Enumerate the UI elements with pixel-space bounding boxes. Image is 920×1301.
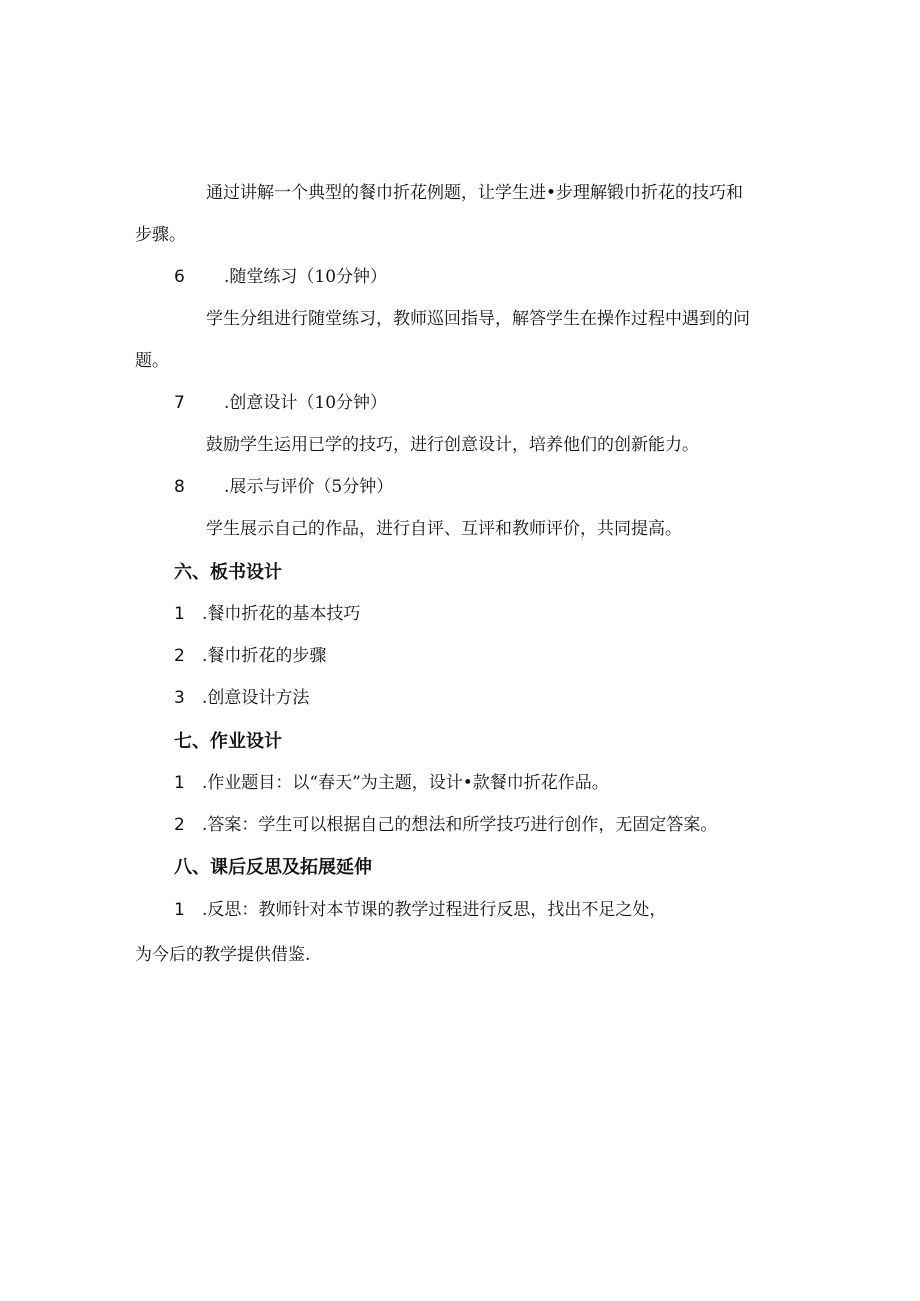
section-7-item-2-text: .答案：学生可以根据自己的想法和所学技巧进行创作，无固定答案。 (202, 815, 718, 835)
section-6-item-2-number: 2 (174, 646, 185, 666)
section-7-item-2-number: 2 (174, 815, 185, 835)
step-7-text: 鼓励学生运用已学的技巧，进行创意设计，培养他们的创新能力。 (206, 435, 699, 455)
step-7-title (174, 391, 387, 415)
step-6-text-line-2: 题。 (135, 351, 169, 371)
step-6-title (174, 265, 387, 289)
section-7-item-2 (174, 813, 717, 837)
section-7-item-1 (174, 771, 609, 795)
section-8-item-1 (174, 898, 666, 922)
step-8-number: 8 (174, 477, 185, 497)
step-8-title (174, 475, 393, 499)
step-7-title-text: .创意设计（10分钟） (224, 393, 388, 413)
section-7-item-1-number: 1 (174, 773, 185, 793)
section-6-heading: 六、板书设计 (174, 562, 282, 583)
section-7-heading: 七、作业设计 (174, 731, 282, 752)
intro-line-1: 通过讲解一个典型的餐巾折花例题，让学生进•步理解锻巾折花的技巧和 (206, 183, 744, 203)
step-6-text-line-1: 学生分组进行随堂练习，教师巡回指导，解答学生在操作过程中遇到的问 (206, 309, 750, 329)
section-6-item-3 (174, 686, 309, 710)
section-6-item-1-text: .餐巾折花的基本技巧 (202, 604, 361, 624)
step-8-text: 学生展示自己的作品，进行自评、互评和教师评价，共同提高。 (206, 519, 682, 539)
section-6-item-1 (174, 602, 360, 626)
section-6-item-2 (174, 644, 326, 668)
section-6-item-3-text: .创意设计方法 (202, 688, 310, 708)
step-8-title-text: .展示与评价（5分钟） (224, 477, 394, 497)
section-7-item-1-text: .作业题目：以“春天”为主题，设计•款餐巾折花作品。 (202, 773, 609, 793)
section-6-item-3-number: 3 (174, 688, 185, 708)
section-6-item-2-text: .餐巾折花的步骤 (202, 646, 327, 666)
step-7-number: 7 (174, 393, 185, 413)
section-6-item-1-number: 1 (174, 604, 185, 624)
section-8-heading: 八、课后反思及拓展延伸 (174, 857, 372, 878)
section-8-item-1-number: 1 (174, 900, 185, 920)
step-6-title-text: .随堂练习（10分钟） (224, 267, 388, 287)
step-6-number: 6 (174, 267, 185, 287)
intro-line-2: 步骤。 (135, 225, 186, 245)
section-8-continuation: 为今后的教学提供借鉴. (135, 945, 311, 965)
section-8-item-1-text: .反思：教师针对本节课的教学过程进行反思，找出不足之处， (202, 900, 667, 920)
